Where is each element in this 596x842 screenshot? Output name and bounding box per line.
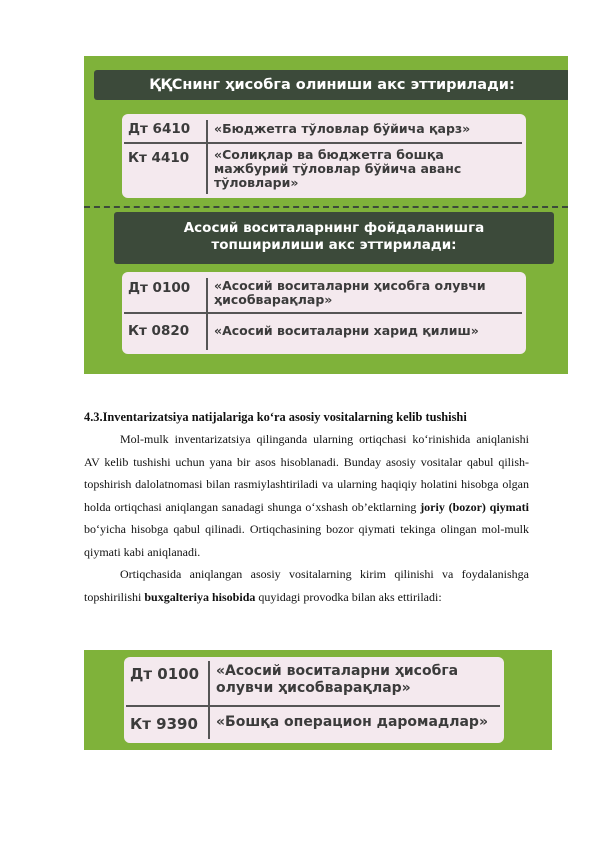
card-vertical-divider (208, 661, 210, 739)
debit-desc-line: «Асосий воситаларни ҳисобга олувчи (214, 278, 486, 293)
credit-desc (214, 148, 461, 190)
card-horizontal-divider (126, 705, 500, 707)
debit-desc: «Бюджетга тўловлар бўйича қарз» (214, 121, 471, 136)
credit-desc: «Бошқа операцион даромадлар» (216, 714, 488, 730)
paragraph-1 (84, 428, 529, 563)
bottom-figure (84, 650, 552, 750)
debit-desc (216, 663, 458, 697)
credit-code: Кт 9390 (130, 715, 198, 733)
paragraph-2 (84, 563, 529, 608)
card-vertical-divider (206, 278, 208, 350)
credit-desc-line: мажбурий тўловлар бўйича аванс (214, 161, 462, 176)
paragraph-bold-text: buxgalteriya hisobida (144, 589, 256, 604)
paragraph-bold-text: joriy (bozor) qiymati (420, 499, 529, 514)
section1-card (122, 114, 526, 198)
debit-desc-line: олувчи ҳисобварақлар» (216, 680, 411, 696)
card-vertical-divider (206, 120, 208, 194)
paragraph-text: bo‘yicha hisobga qabul qilinadi. Ortiqchasining bozor qiymati tekinga olingan mol-mulk qiymati kabi aniqlanadi. (84, 522, 529, 559)
dashed-separator (84, 206, 568, 208)
card-horizontal-divider (124, 142, 522, 144)
credit-desc: «Асосий воситаларни харид қилиш» (214, 323, 479, 338)
credit-code: Кт 0820 (128, 323, 190, 339)
paragraph-text: Mol-mulk inventarizatsiya qilinganda ularning ortiqchasi ko‘rinishida aniqlanishi AV kelib tushishi uchun yana bir asos hisoblanadi. Bunday asosiy vositalar qabul qilish-topshirish dalolatnomasi bilan rasmiylashtiriladi va ularning haqiqiy holatini hisobga olgan holda ortiqchasi aniqlangan sanadagi shunga o‘xshash ob’ektlarning (84, 432, 529, 514)
section2-title-line: топширилиши акс эттирилади: (211, 237, 457, 253)
debit-code: Дт 0100 (130, 665, 200, 683)
bottom-card (124, 657, 504, 743)
paragraph-text: quyidagi provodka bilan aks ettiriladi: (255, 589, 442, 604)
debit-desc-line: «Асосий воситаларни ҳисобга (216, 663, 459, 679)
debit-desc-line: ҳисобварақлар» (214, 292, 333, 307)
debit-desc (214, 279, 486, 307)
top-figure (84, 56, 568, 374)
debit-code: Дт 0100 (128, 280, 191, 296)
section2-card (122, 272, 526, 354)
section2-title-line: Асосий воситаларнинг фойдаланишга (183, 220, 485, 236)
paragraph-text: Ortiqchasida aniqlangan asosiy vositalarning kirim qilinishi va foydalanishga topshirilishi (84, 567, 529, 604)
section2-title (114, 212, 554, 264)
credit-code: Кт 4410 (128, 150, 190, 166)
section-heading: 4.3.Inventarizatsiya natijalariga ko‘ra asosiy vositalarning kelib tushishi (84, 410, 467, 424)
card-horizontal-divider (124, 312, 522, 314)
credit-desc-line: «Солиқлар ва бюджетга бошқа (214, 147, 444, 162)
credit-desc-line: тўловлари» (214, 175, 299, 190)
debit-code: Дт 6410 (128, 121, 191, 137)
section1-title: ҚҚСнинг ҳисобга олиниши акс эттирилади: (94, 70, 568, 100)
body-text (84, 410, 529, 608)
